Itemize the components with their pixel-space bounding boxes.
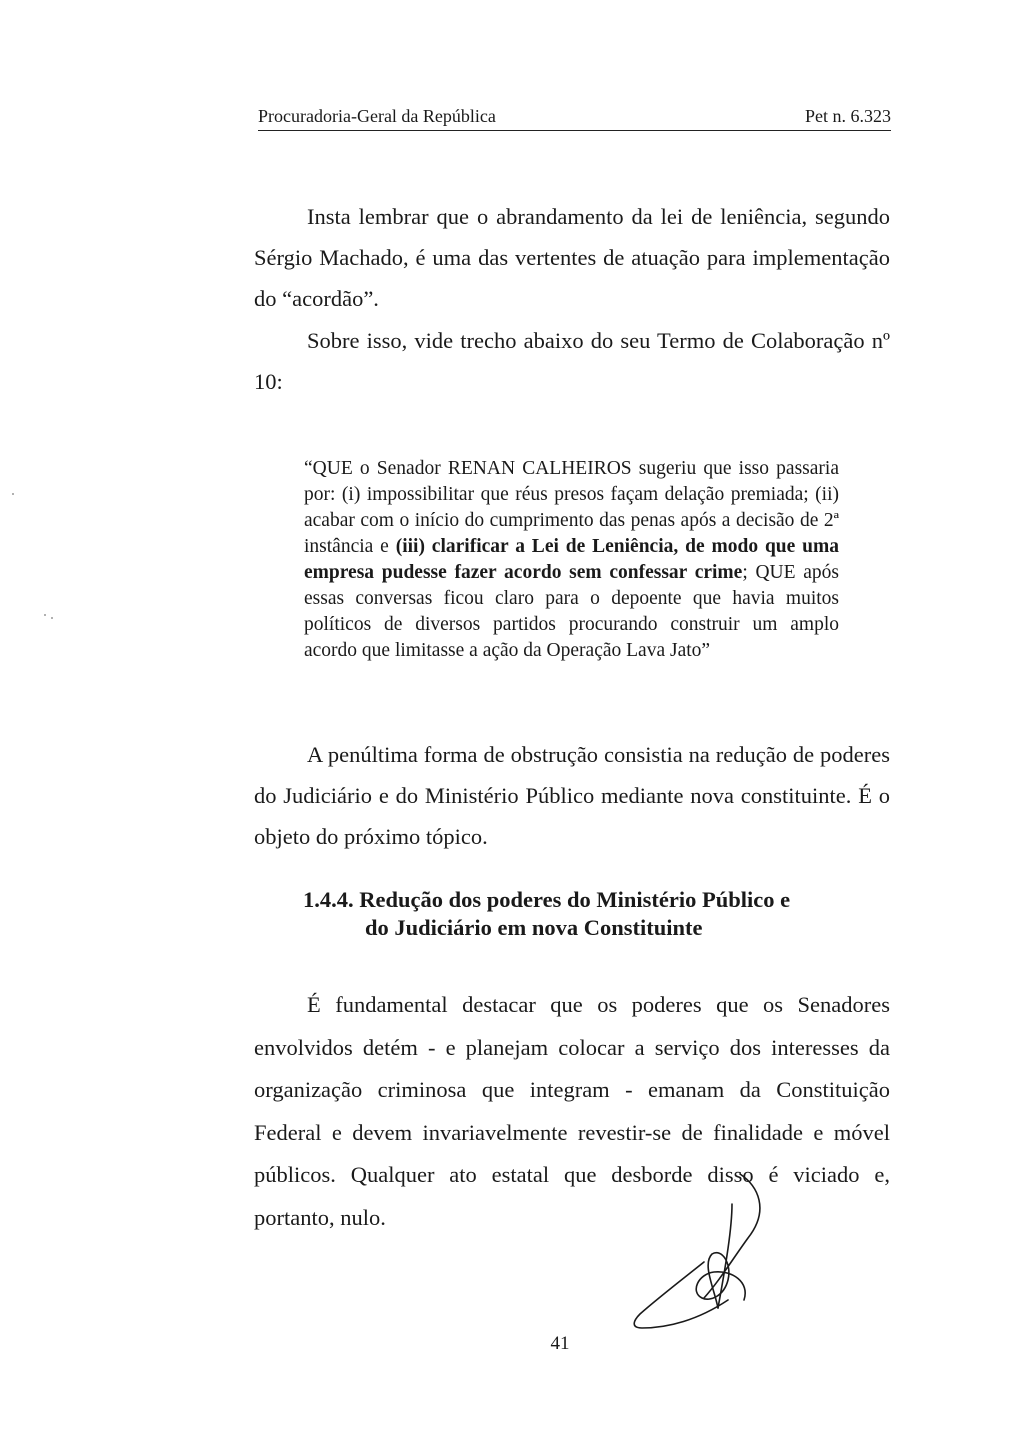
- paragraph-leniency-law: Insta lembrar que o abrandamento da lei de leniência, segundo Sérgio Machado, é uma das vertentes de atuação para implementação do “acordão”.: [254, 204, 890, 311]
- page-header: [258, 104, 891, 131]
- quote-bold-text: (iii) clarificar a Lei de Leniência, de modo que uma empresa pudesse fazer acordo sem confessar crime: [304, 536, 839, 583]
- handwritten-signature-icon: [628, 1168, 778, 1340]
- header-institution: Procuradoria-Geral da República: [258, 106, 496, 126]
- paragraph-constitution-powers: É fundamental destacar que os poderes que os Senadores envolvidos detém - e planejam colocar a serviço dos interesses da organização criminosa que integram - emanam da Constituição Federal e devem invariavelmente revestir-se de finalidade e móvel públicos. Qualquer ato estatal que desborde disso é viciado e, portanto, nulo.: [254, 992, 890, 1230]
- paragraph-penultimate-obstruction: A penúltima forma de obstrução consistia na redução de poderes do Judiciário e do Ministério Público mediante nova constituinte. É o objeto do próximo tópico.: [254, 742, 890, 849]
- block-quote: [304, 456, 839, 664]
- scan-speck: [12, 493, 14, 495]
- section-heading-line-2: do Judiciário em nova Constituinte: [365, 915, 703, 940]
- scan-speck: [44, 614, 46, 616]
- section-heading: [303, 886, 893, 942]
- quote-text-end: ; QUE após essas conversas ficou claro para o depoente que havia muitos políticos de diversos partidos procurando construir um amplo acordo que limitasse a ação da Operação Lava Jato”: [304, 562, 839, 661]
- paragraph-collaboration-term: Sobre isso, vide trecho abaixo do seu Termo de Colaboração nº 10:: [254, 328, 890, 394]
- section-heading-line-1: 1.4.4. Redução dos poderes do Ministério Público e: [303, 887, 791, 912]
- header-case-number: Pet n. 6.323: [804, 106, 891, 126]
- page-number: 41: [550, 1333, 570, 1354]
- quote-text-start: “QUE o Senador RENAN CALHEIROS sugeriu que isso passaria por: (i) impossibilitar que réus presos façam delação premiada; (ii) acabar com o início do cumprimento das penas após a decisão de 2ª instância e: [304, 458, 839, 557]
- scan-speck: [51, 617, 53, 619]
